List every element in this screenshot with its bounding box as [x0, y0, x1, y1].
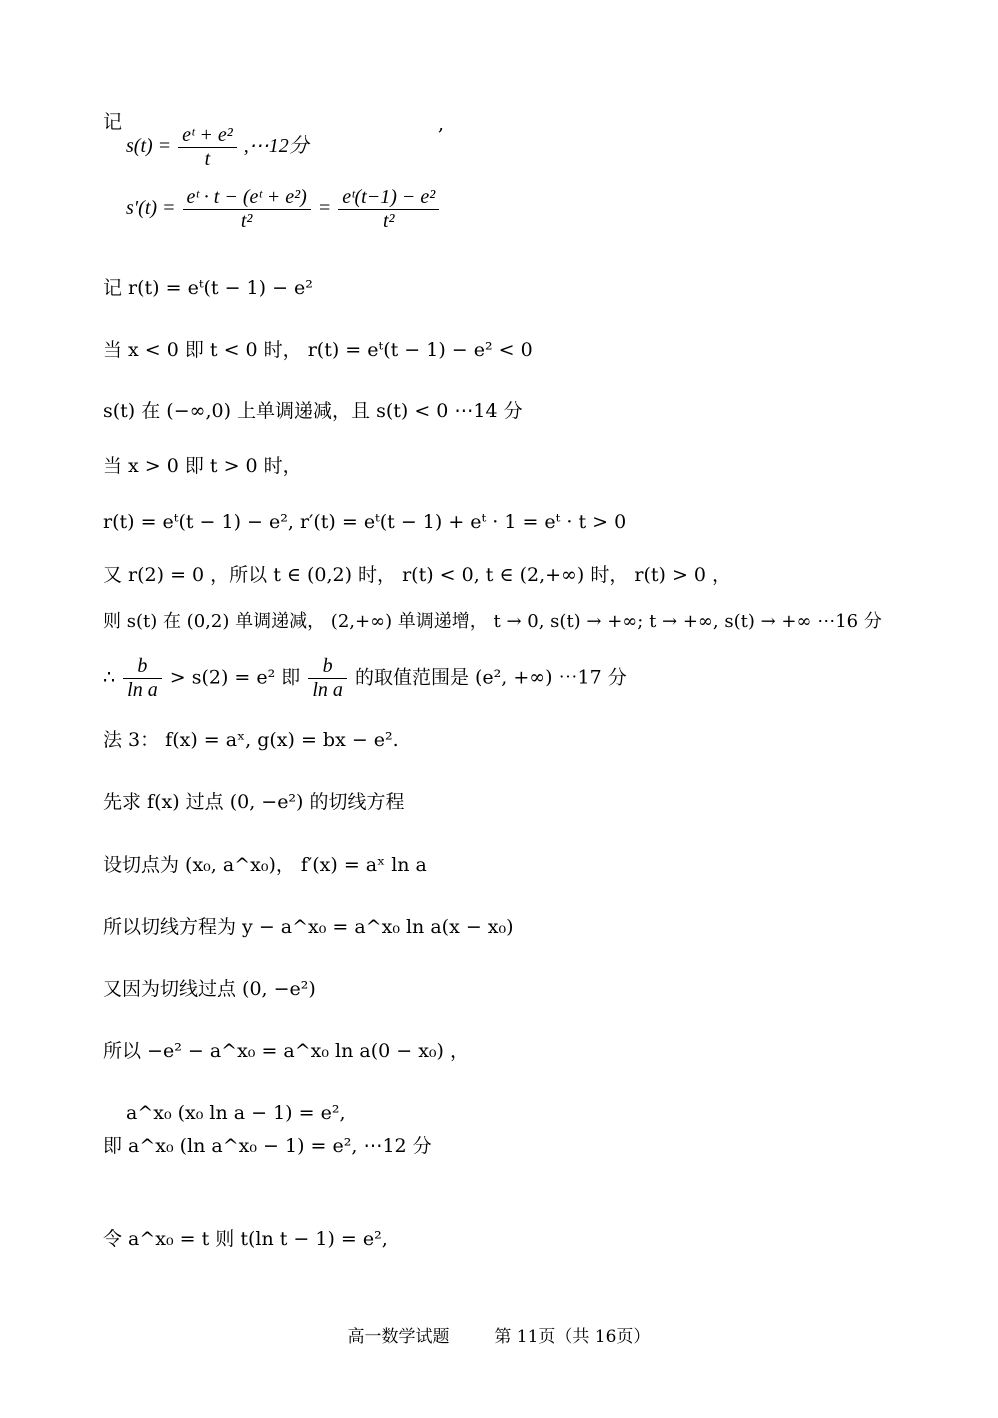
text-line: 又因为切线过点 (0, −e²): [103, 978, 316, 1000]
text-line: r(t) = eᵗ(t − 1) − e², r′(t) = eᵗ(t − 1) + eᵗ · 1 = eᵗ · t > 0: [103, 511, 627, 533]
footer-subject: 高一数学试题: [347, 1327, 450, 1347]
text-line: 设切点为 (x₀, a^x₀)， f′(x) = aˣ ln a: [103, 854, 427, 876]
fraction: [178, 124, 237, 171]
stray-comma: ,: [438, 113, 445, 135]
therefore-symbol: ∴: [103, 666, 116, 689]
text-line: 令 a^x₀ = t 则 t(ln t − 1) = e²,: [103, 1228, 388, 1250]
equation-lhs: s(t) =: [126, 135, 172, 158]
fraction: [183, 186, 311, 233]
text-line: 记 r(t) = eᵗ(t − 1) − e²: [103, 277, 313, 299]
text-line: 记: [103, 111, 123, 133]
fraction: [123, 655, 162, 702]
text-line: 当 x < 0 即 t < 0 时， r(t) = eᵗ(t − 1) − e² < 0: [103, 339, 533, 361]
text-line: 又 r(2) = 0 ，所以 t ∈ (0,2) 时， r(t) < 0, t ∈ (2,+∞) 时， r(t) > 0 ，: [103, 564, 732, 586]
text-line: 当 x > 0 即 t > 0 时，: [103, 455, 302, 477]
text-line: 法 3： f(x) = aˣ, g(x) = bx − e².: [103, 729, 399, 751]
fraction-denominator: ln a: [127, 679, 158, 701]
range-text: 的取值范围是 (e², +∞) ⋯17 分: [354, 666, 627, 689]
fraction-denominator: ln a: [312, 679, 343, 701]
text-line: a^x₀ (x₀ ln a − 1) = e²,: [126, 1102, 346, 1124]
inequality-text: > s(2) = e² 即: [169, 666, 301, 689]
fraction: [338, 186, 439, 233]
page-footer: [0, 1322, 998, 1347]
text-line: 所以切线方程为 y − a^x₀ = a^x₀ ln a(x − x₀): [103, 916, 514, 938]
fraction-numerator: eᵗ + e²: [178, 124, 237, 148]
equals-sign: =: [317, 197, 332, 220]
fraction: [308, 655, 347, 702]
fraction-numerator: eᵗ(t−1) − e²: [338, 186, 439, 210]
text-line: 所以 −e² − a^x₀ = a^x₀ ln a(0 − x₀) ，: [103, 1040, 469, 1062]
text-line: 则 s(t) 在 (0,2) 单调递减， (2,+∞) 单调递增， t → 0, s(t) → +∞; t → +∞, s(t) → +∞ ⋯16 分: [103, 611, 882, 632]
score-marker: ,⋯12分: [243, 135, 309, 158]
text-line: s(t) 在 (−∞,0) 上单调递减，且 s(t) < 0 ⋯14 分: [103, 400, 523, 422]
fraction-numerator: b: [308, 655, 347, 679]
footer-page-number: 第 11页（共 16页）: [494, 1327, 651, 1347]
fraction-denominator: t: [204, 148, 211, 170]
conclusion-line: [103, 655, 627, 702]
equation-s-prime: [126, 186, 441, 233]
fraction-denominator: t²: [240, 210, 253, 232]
fraction-denominator: t²: [382, 210, 395, 232]
equation-lhs: s′(t) =: [126, 197, 176, 220]
text-line: 先求 f(x) 过点 (0, −e²) 的切线方程: [103, 791, 405, 813]
fraction-numerator: eᵗ · t − (eᵗ + e²): [183, 186, 311, 210]
text-line: 即 a^x₀ (ln a^x₀ − 1) = e², ⋯12 分: [103, 1135, 432, 1157]
fraction-numerator: b: [123, 655, 162, 679]
equation-s-of-t: [126, 124, 309, 171]
